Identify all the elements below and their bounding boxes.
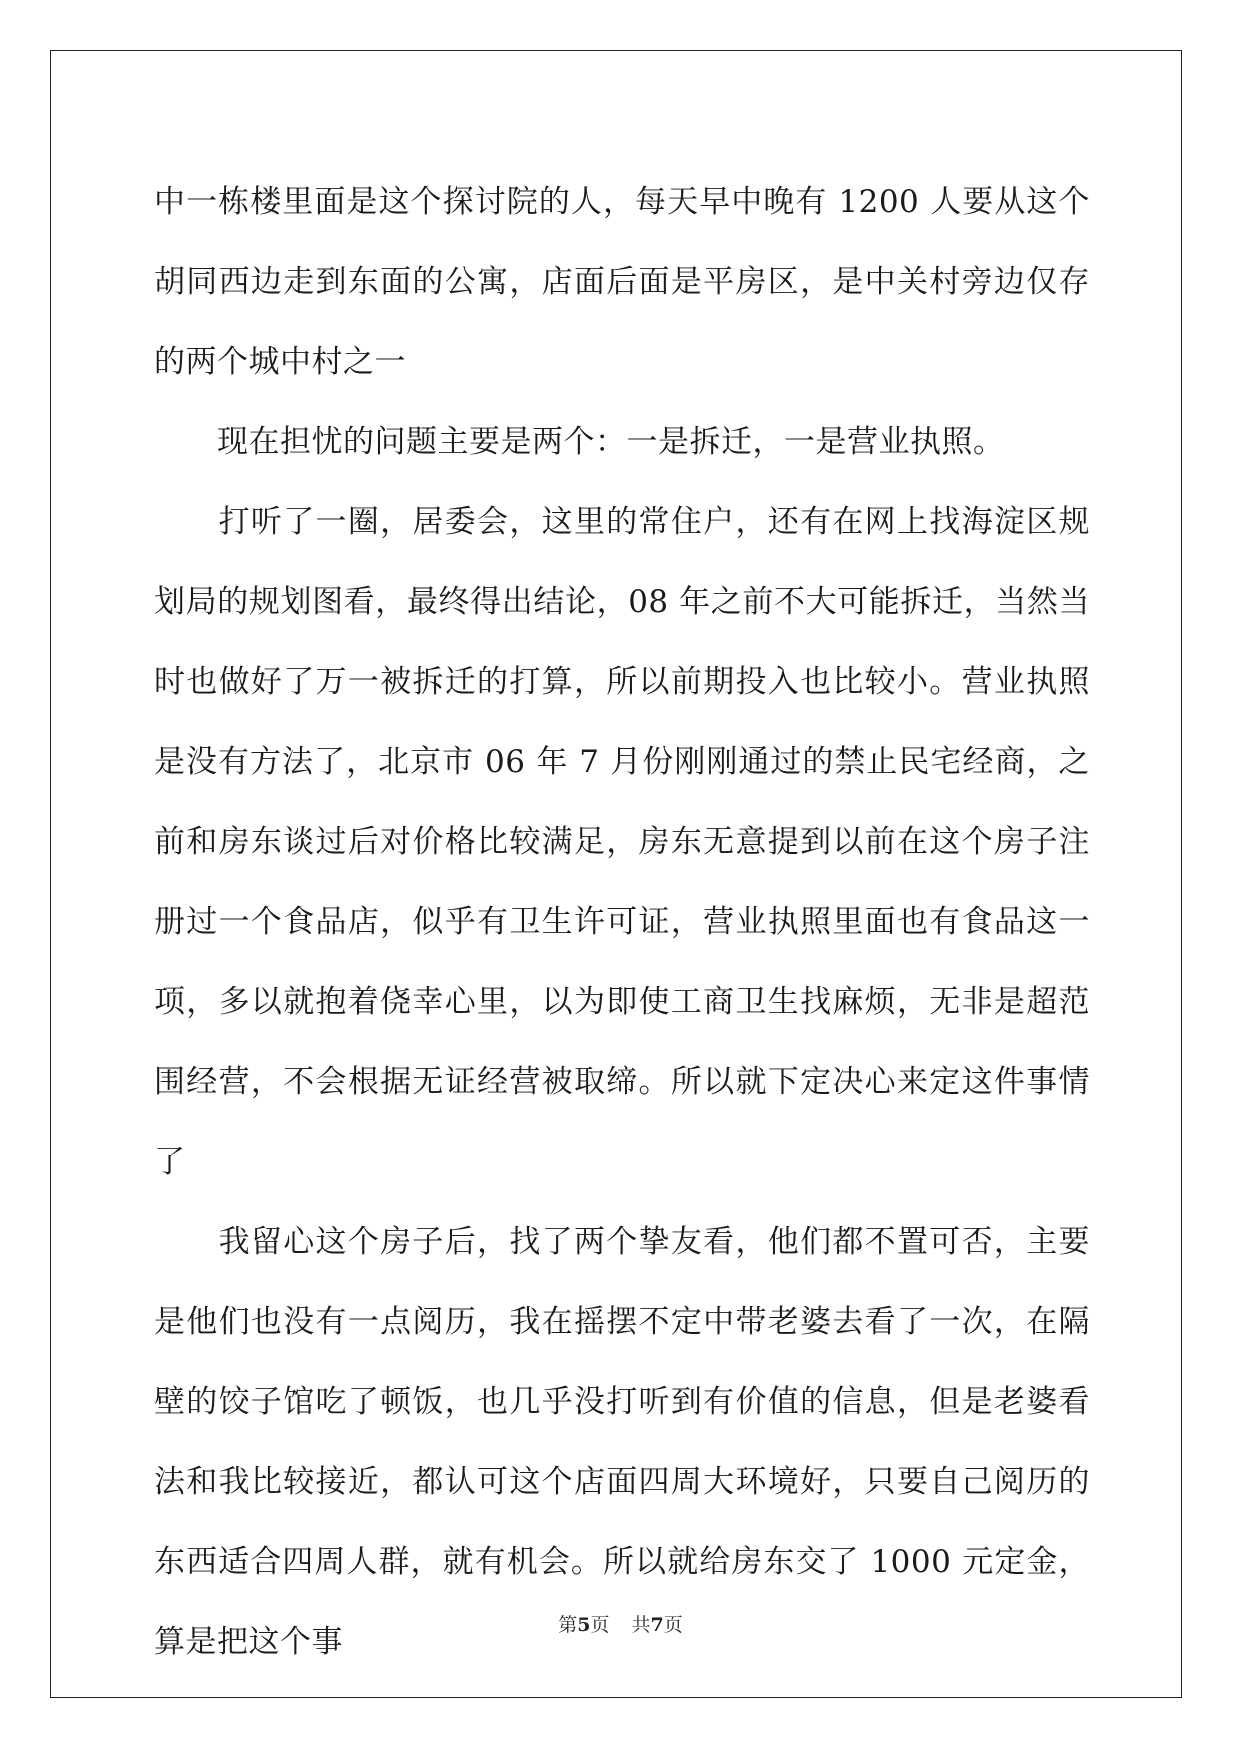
paragraph: 现在担忧的问题主要是两个：一是拆迁，一是营业执照。 [154,424,1005,460]
page-prefix: 第 [558,1614,578,1636]
document-body [154,162,1090,1682]
page-footer [0,1610,1241,1637]
paragraph: 打听了一圈，居委会，这里的常住户，还有在网上找海淀区规划局的规划图看，最终得出结论，08 年之前不大可能拆迁，当然当时也做好了万一被拆迁的打算，所以前期投入也比较小。营业执照是没有方法了，北京市 06 年 7 月份刚刚通过的禁止民宅经商，之前和房东谈过后对价格比较满足，房东无意提到以前在这个房子注册过一个食品店，似乎有卫生许可证，营业执照里面也有食品这一项，多以就抱着侥幸心里，以为即使工商卫生找麻烦，无非是超范围经营，不会根据无证经营被取缔。所以就下定决心来定这件事情了 [154,504,1090,1180]
paragraph: 我留心这个房子后，找了两个挚友看，他们都不置可否，主要是他们也没有一点阅历，我在摇摆不定中带老婆去看了一次，在隔壁的饺子馆吃了顿饭，也几乎没打听到有价值的信息，但是老婆看法和我比较接近，都认可这个店面四周大环境好，只要自己阅历的东西适合四周人群，就有机会。所以就给房东交了 1000 元定金，算是把这个事 [154,1224,1090,1660]
page-number: 5 [577,1614,591,1636]
page-suffix: 页 [590,1614,610,1636]
total-prefix: 共 [631,1614,651,1636]
paragraph: 中一栋楼里面是这个探讨院的人，每天早中晚有 1200 人要从这个胡同西边走到东面的公寓，店面后面是平房区，是中关村旁边仅存的两个城中村之一 [154,184,1090,380]
total-pages: 7 [650,1614,664,1636]
total-suffix: 页 [663,1614,683,1636]
